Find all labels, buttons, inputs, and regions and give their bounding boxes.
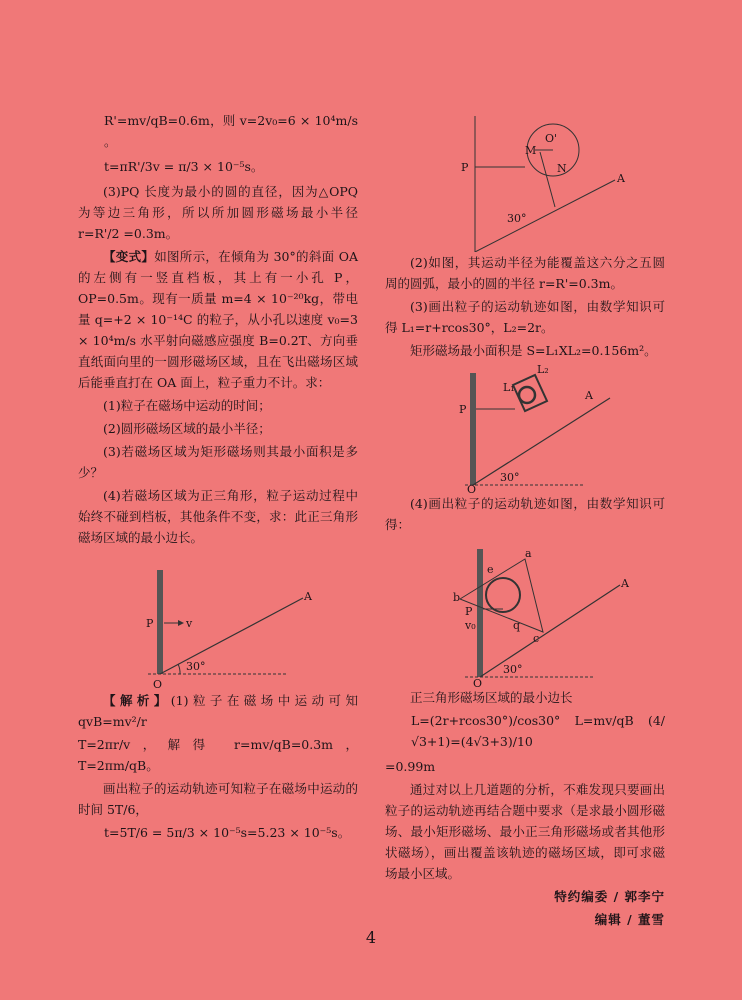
label-A: A: [585, 389, 593, 402]
label-P: P: [465, 605, 473, 618]
label-v0: v₀: [465, 619, 476, 632]
exit-line: [540, 152, 555, 207]
question-4: (4)若磁场区域为正三角形，粒子运动过程中始终不碰到档板，其他条件不变，求：此正三角形磁场区域的最小边长。: [78, 488, 358, 545]
slope-line: [475, 180, 615, 252]
label-A: A: [617, 172, 625, 185]
question-3: (3)若磁场区域为矩形磁场则其最小面积是多少？: [78, 444, 358, 480]
label-angle: 30°: [500, 471, 520, 484]
label-P: P: [461, 161, 469, 174]
label-a: a: [525, 547, 532, 560]
figure-slope-diagram: [78, 550, 358, 690]
right-paragraph-3b: 矩形磁场最小面积是 S=L₁XL₂=0.156m²。: [410, 343, 657, 358]
label-angle: 30°: [186, 660, 206, 673]
barrier-plate: [157, 570, 163, 674]
velocity-arrowhead: [178, 620, 184, 626]
left-column: [78, 110, 358, 847]
label-N: N: [557, 162, 567, 175]
right-paragraph-2: (2)如图，其运动半径为能覆盖这六分之五圆周的圆弧，最小的圆的半径 r=R'=0.3m。: [385, 255, 665, 291]
credit-editor: 特约编委 / 郭李宁: [554, 889, 665, 904]
label-P: P: [459, 403, 467, 416]
label-P: P: [146, 617, 154, 630]
label-O: O: [153, 678, 163, 690]
slope-line: [480, 585, 620, 677]
variant-label: 【变式】: [103, 249, 155, 264]
label-M: M: [525, 144, 537, 157]
label-q: q: [513, 619, 521, 632]
paragraph-part3: (3)PQ 长度为最小的圆的直径，因为△OPQ 为等边三角形，所以所加圆形磁场最小半径 r=R'/2 =0.3m。: [78, 184, 358, 241]
equation-line-1: R'=mv/qB=0.6m，则 v=2v₀=6 × 10⁴m/s 。: [104, 113, 358, 149]
slope-line: [160, 598, 303, 674]
trajectory-arc: [519, 387, 535, 403]
analysis-label: 【解析】: [103, 693, 171, 708]
label-A: A: [304, 590, 312, 603]
label-b: b: [453, 591, 461, 604]
credit-editor-2: 编辑 / 董雪: [594, 912, 665, 927]
label-c: c: [533, 632, 540, 645]
analysis-text-1: (1)粒子在磁场中运动可知 qvB=mv²/r: [78, 693, 358, 729]
figure-triangle-diagram: [385, 537, 665, 687]
equation-line-2: t=πR'/3v = π/3 × 10⁻⁵s。: [104, 159, 264, 174]
figure-rectangle-diagram: [385, 363, 665, 493]
label-O: O: [473, 677, 483, 687]
right-column: [385, 112, 665, 932]
label-A: A: [621, 577, 629, 590]
right-paragraph-4: (4)画出粒子的运动轨迹如图，由数学知识可得：: [385, 496, 665, 532]
summary-paragraph: 通过对以上几道题的分析，不难发现只要画出粒子的运动轨迹再结合题中要求（是求最小圆形磁场、最小矩形磁场、最小正三角形磁场或者其他形状磁场），画出覆盖该轨迹的磁场区域，即可求磁场最小区域。: [385, 782, 665, 881]
angle-arc: [178, 664, 180, 674]
formula-result: =0.99m: [385, 759, 436, 774]
slope-line: [473, 398, 610, 485]
label-O-prime: O': [545, 132, 558, 145]
question-2: (2)圆形磁场区域的最小半径；: [103, 421, 271, 436]
variant-problem: [78, 246, 358, 393]
analysis-4: t=5T/6 = 5π/3 × 10⁻⁵s=5.23 × 10⁻⁵s。: [104, 825, 351, 840]
label-angle: 30°: [503, 663, 523, 676]
label-angle: 30°: [507, 212, 527, 225]
question-1: (1)粒子在磁场中运动的时间；: [103, 398, 271, 413]
figure-circle-diagram: [385, 112, 665, 252]
label-L1: L₁: [503, 381, 515, 394]
label-O: O: [467, 483, 477, 493]
barrier-plate: [470, 373, 476, 485]
label-L2: L₂: [537, 363, 549, 376]
right-paragraph-3: (3)画出粒子的运动轨迹如图，由数学知识可得 L₁=r+rcos30°，L₂=2r。: [385, 299, 665, 335]
trajectory-circle: [486, 578, 520, 612]
right-paragraph-5: 正三角形磁场区域的最小边长: [410, 690, 573, 705]
analysis-1: [78, 690, 358, 732]
label-e: e: [487, 563, 494, 576]
variant-text: 如图所示，在倾角为 30°的斜面 OA 的左侧有一竖直档板，其上有一小孔 P，OP=0.5m。现有一质量 m=4 × 10⁻²⁰kg，带电量 q=+2 × 10⁻¹⁴C 的粒子，从小孔以速度 v₀=3 × 10⁴m/s 水平射向磁感应强度 B=0.2T、方向垂直纸面向里的一圆形磁场区域，且在飞出磁场区域后能垂直打在 OA 面上，粒子重力不计。求：: [78, 249, 358, 390]
analysis-3: 画出粒子的运动轨迹可知粒子在磁场中运动的时间 5T/6，: [78, 781, 358, 817]
barrier-plate: [477, 549, 483, 677]
page-number: 4: [365, 928, 377, 947]
formula-line: L=(2r+rcos30°)/cos30° L=mv/qB (4/√3+1)=(4√3+3)/10: [411, 713, 665, 749]
label-v: v: [186, 617, 193, 630]
analysis-2: T=2πr/v，解得 r=mv/qB=0.3m，T=2πm/qB。: [78, 737, 358, 773]
